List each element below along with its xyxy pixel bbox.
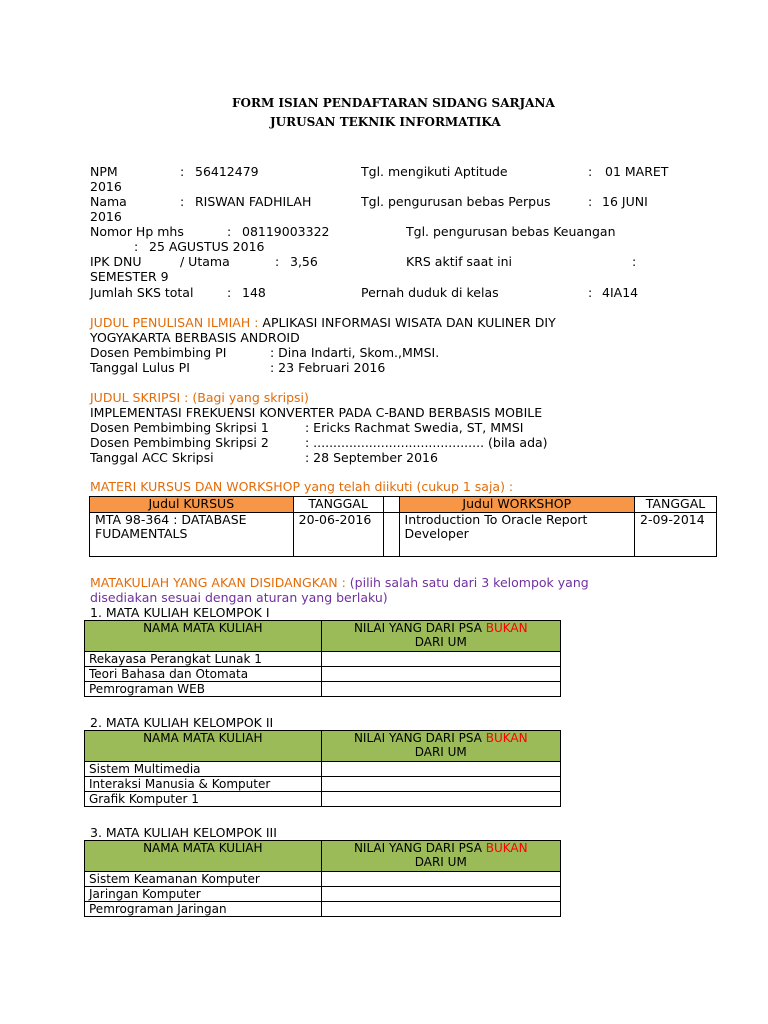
matakuliah-heading: MATAKULIAH YANG AKAN DISIDANGKAN :: [90, 575, 346, 590]
table-spacer: [383, 497, 399, 513]
colon: :: [588, 164, 593, 179]
col-nilai-text-2: DARI UM: [414, 745, 467, 759]
nilai-cell: [321, 667, 560, 682]
col-nilai: [321, 621, 560, 652]
col-nilai-text-2: DARI UM: [414, 635, 467, 649]
ipk-label: IPK DNU: [90, 254, 142, 269]
form-title: FORM ISIAN PENDAFTARAN SIDANG SARJANA: [232, 96, 555, 110]
col-nilai: [321, 841, 560, 872]
skripsi-dosen2-label: Dosen Pembimbing Skripsi 2: [90, 435, 269, 450]
tgl-aptitude-label: Tgl. mengikuti Aptitude: [361, 164, 508, 179]
col-judul-workshop: Judul WORKSHOP: [399, 497, 634, 513]
tgl-perpus-year: 2016: [90, 209, 122, 224]
group-table: [84, 840, 561, 917]
nama-value: RISWAN FADHILAH: [195, 194, 312, 209]
matakuliah-note-1: (pilih salah satu dari 3 kelompok yang: [349, 575, 589, 590]
tgl-perpus-label: Tgl. pengurusan bebas Perpus: [361, 194, 551, 209]
group-table: [84, 730, 561, 807]
tgl-perpus-value: 16 JUNI: [602, 194, 648, 209]
col-nilai-text-2: DARI UM: [414, 855, 467, 869]
group-label: 3. MATA KULIAH KELOMPOK III: [90, 825, 277, 840]
ipk-value: 3,56: [290, 254, 318, 269]
ipk-label-utama: / Utama: [180, 254, 230, 269]
colon: :: [180, 194, 185, 209]
course-name: Interaksi Manusia & Komputer: [85, 777, 322, 792]
colon: :: [227, 224, 232, 239]
tgl-keuangan-label: Tgl. pengurusan bebas Keuangan: [406, 224, 616, 239]
course-name: Teori Bahasa dan Otomata: [85, 667, 322, 682]
colon: :: [134, 239, 139, 254]
kursus-date: 20-06-2016: [293, 513, 383, 557]
workshop-title: Introduction To Oracle Report Developer: [399, 513, 634, 557]
matakuliah-note-2: disediakan sesuai dengan aturan yang berlaku): [90, 590, 388, 605]
materi-heading: MATERI KURSUS DAN WORKSHOP yang telah diikuti (cukup 1 saja) :: [90, 479, 514, 494]
course-name: Sistem Keamanan Komputer: [85, 872, 322, 887]
pi-title-2: YOGYAKARTA BERBASIS ANDROID: [90, 330, 300, 345]
colon: :: [588, 194, 593, 209]
pi-dosen-label: Dosen Pembimbing PI: [90, 345, 227, 360]
course-name: Jaringan Komputer: [85, 887, 322, 902]
tgl-keuangan-value: 25 AGUSTUS 2016: [149, 239, 265, 254]
course-name: Pemrograman WEB: [85, 682, 322, 697]
hp-label: Nomor Hp mhs: [90, 224, 184, 239]
nilai-cell: [321, 902, 560, 917]
colon: :: [180, 164, 185, 179]
course-name: Pemrograman Jaringan: [85, 902, 322, 917]
skripsi-title: IMPLEMENTASI FREKUENSI KONVERTER PADA C-BAND BERBASIS MOBILE: [90, 405, 543, 420]
kelas-value: 4IA14: [602, 285, 639, 300]
matakuliah-heading-line: [90, 575, 589, 590]
krs-label: KRS aktif saat ini: [406, 254, 513, 269]
skripsi-dosen2-value: : ........................................... (bila ada): [305, 435, 548, 450]
group-label: 2. MATA KULIAH KELOMPOK II: [90, 715, 274, 730]
colon: :: [275, 254, 280, 269]
skripsi-dosen1-value: : Ericks Rachmat Swedia, ST, MMSI: [305, 420, 524, 435]
nilai-cell: [321, 887, 560, 902]
tgl-aptitude-year: 2016: [90, 179, 122, 194]
course-name: Grafik Komputer 1: [85, 792, 322, 807]
course-name: Sistem Multimedia: [85, 762, 322, 777]
col-nilai-bukan: BUKAN: [485, 621, 528, 635]
npm-label: NPM: [90, 164, 118, 179]
npm-value: 56412479: [195, 164, 259, 179]
pi-lulus-value: : 23 Februari 2016: [270, 360, 386, 375]
col-nama-mata-kuliah: NAMA MATA KULIAH: [85, 621, 322, 652]
col-nilai-bukan: BUKAN: [485, 731, 528, 745]
pi-title-1: APLIKASI INFORMASI WISATA DAN KULINER DIY: [262, 315, 556, 330]
col-tanggal-workshop: TANGGAL: [635, 497, 717, 513]
pi-dosen-value: : Dina Indarti, Skom.,MMSI.: [270, 345, 440, 360]
col-nilai-text: NILAI YANG DARI PSA: [353, 841, 482, 855]
form-subtitle: JURUSAN TEKNIK INFORMATIKA: [270, 115, 501, 129]
colon: :: [227, 285, 232, 300]
nilai-cell: [321, 792, 560, 807]
pi-lulus-label: Tanggal Lulus PI: [90, 360, 190, 375]
pi-section: [90, 315, 556, 330]
nilai-cell: [321, 777, 560, 792]
krs-value: SEMESTER 9: [90, 269, 169, 284]
pi-heading: JUDUL PENULISAN ILMIAH :: [90, 315, 259, 330]
col-nilai: [321, 731, 560, 762]
skripsi-heading: JUDUL SKRIPSI : (Bagi yang skripsi): [90, 390, 309, 405]
col-tanggal-kursus: TANGGAL: [293, 497, 383, 513]
nilai-cell: [321, 872, 560, 887]
sks-value: 148: [242, 285, 266, 300]
group-table: [84, 620, 561, 697]
kelas-label: Pernah duduk di kelas: [361, 285, 499, 300]
colon: :: [588, 285, 593, 300]
skripsi-acc-label: Tanggal ACC Skripsi: [90, 450, 214, 465]
kursus-workshop-table: [89, 496, 717, 557]
skripsi-acc-value: : 28 September 2016: [305, 450, 438, 465]
sks-label: Jumlah SKS total: [90, 285, 194, 300]
col-judul-kursus: Judul KURSUS: [90, 497, 294, 513]
nilai-cell: [321, 652, 560, 667]
nama-label: Nama: [90, 194, 127, 209]
group-label: 1. MATA KULIAH KELOMPOK I: [90, 605, 270, 620]
workshop-date: 2-09-2014: [635, 513, 717, 557]
tgl-aptitude-value: 01 MARET: [605, 164, 669, 179]
table-spacer: [383, 513, 399, 557]
col-nilai-text: NILAI YANG DARI PSA: [353, 731, 482, 745]
col-nama-mata-kuliah: NAMA MATA KULIAH: [85, 841, 322, 872]
colon: :: [632, 254, 637, 269]
skripsi-dosen1-label: Dosen Pembimbing Skripsi 1: [90, 420, 269, 435]
course-name: Rekayasa Perangkat Lunak 1: [85, 652, 322, 667]
col-nama-mata-kuliah: NAMA MATA KULIAH: [85, 731, 322, 762]
col-nilai-text: NILAI YANG DARI PSA: [353, 621, 482, 635]
kursus-title: MTA 98-364 : DATABASE FUDAMENTALS: [90, 513, 294, 557]
nilai-cell: [321, 682, 560, 697]
col-nilai-bukan: BUKAN: [485, 841, 528, 855]
nilai-cell: [321, 762, 560, 777]
hp-value: 08119003322: [242, 224, 330, 239]
